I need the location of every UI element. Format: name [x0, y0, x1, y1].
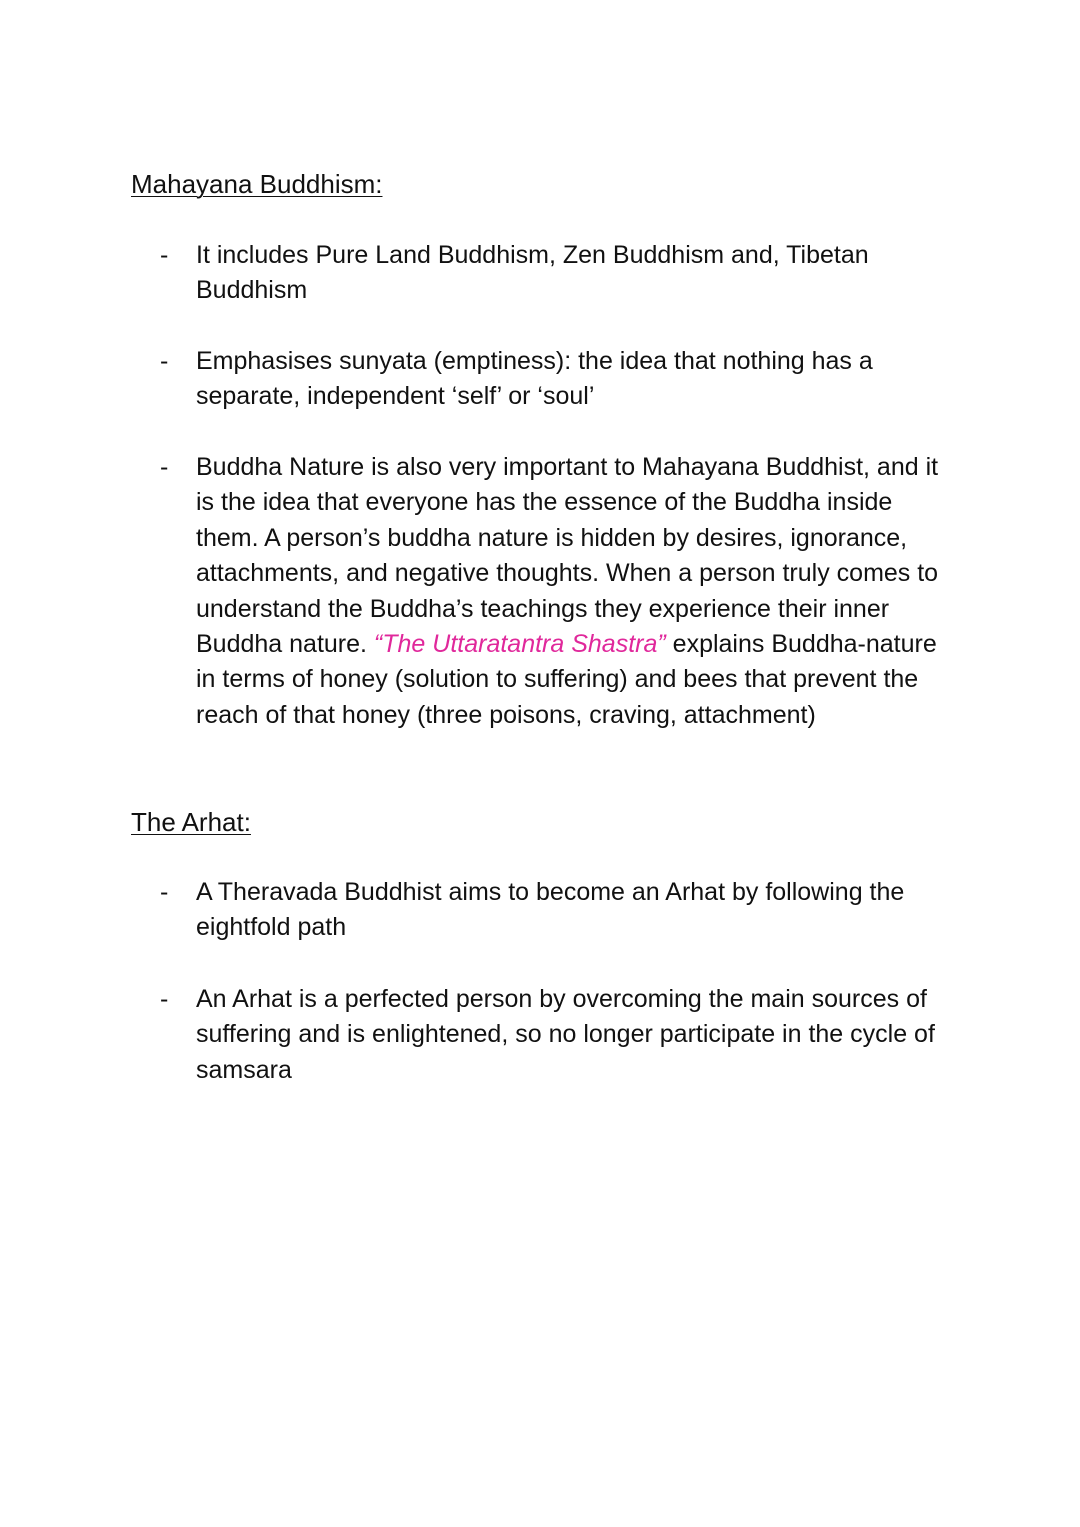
bullet-text: A Theravada Buddhist aims to become an Arhat by following the eightfold path [196, 878, 905, 942]
heading-the-arhat: The Arhat: [131, 807, 251, 837]
buddha-nature-text-after: explains Buddha-nature in terms of honey (solution to suffering) and bees that prevent the reach of that honey (three poisons, craving, attachment) [196, 630, 937, 729]
bullet-dash: - [160, 241, 169, 269]
bullet-text: It includes Pure Land Buddhism, Zen Buddhism and, Tibetan Buddhism [196, 241, 869, 305]
buddha-nature-text-before: Buddha Nature is also very important to Mahayana Buddhist, and it is the idea that everyone has the essence of the Buddha inside them. A person’s buddha nature is hidden by desires, ignorance, attachments, and negative thoughts. When a person truly comes to understand the Buddha’s teachings they experience their inner Buddha nature. [196, 453, 939, 659]
bullet-dash: - [160, 453, 169, 481]
bullet-dash: - [160, 985, 169, 1013]
bullet-text: An Arhat is a perfected person by overcoming the main sources of suffering and is enlightened, so no longer participate in the cycle of samsara [196, 985, 935, 1084]
heading-mahayana-buddhism: Mahayana Buddhism: [131, 169, 383, 199]
bullet-dash: - [160, 878, 169, 906]
bullet-text [196, 450, 961, 733]
bullet-text: Emphasises sunyata (emptiness): the idea that nothing has a separate, independent ‘self’ or ‘soul’ [196, 347, 873, 411]
bullet-dash: - [160, 347, 169, 375]
uttaratantra-quote: “The Uttaratantra Shastra” [373, 630, 666, 659]
